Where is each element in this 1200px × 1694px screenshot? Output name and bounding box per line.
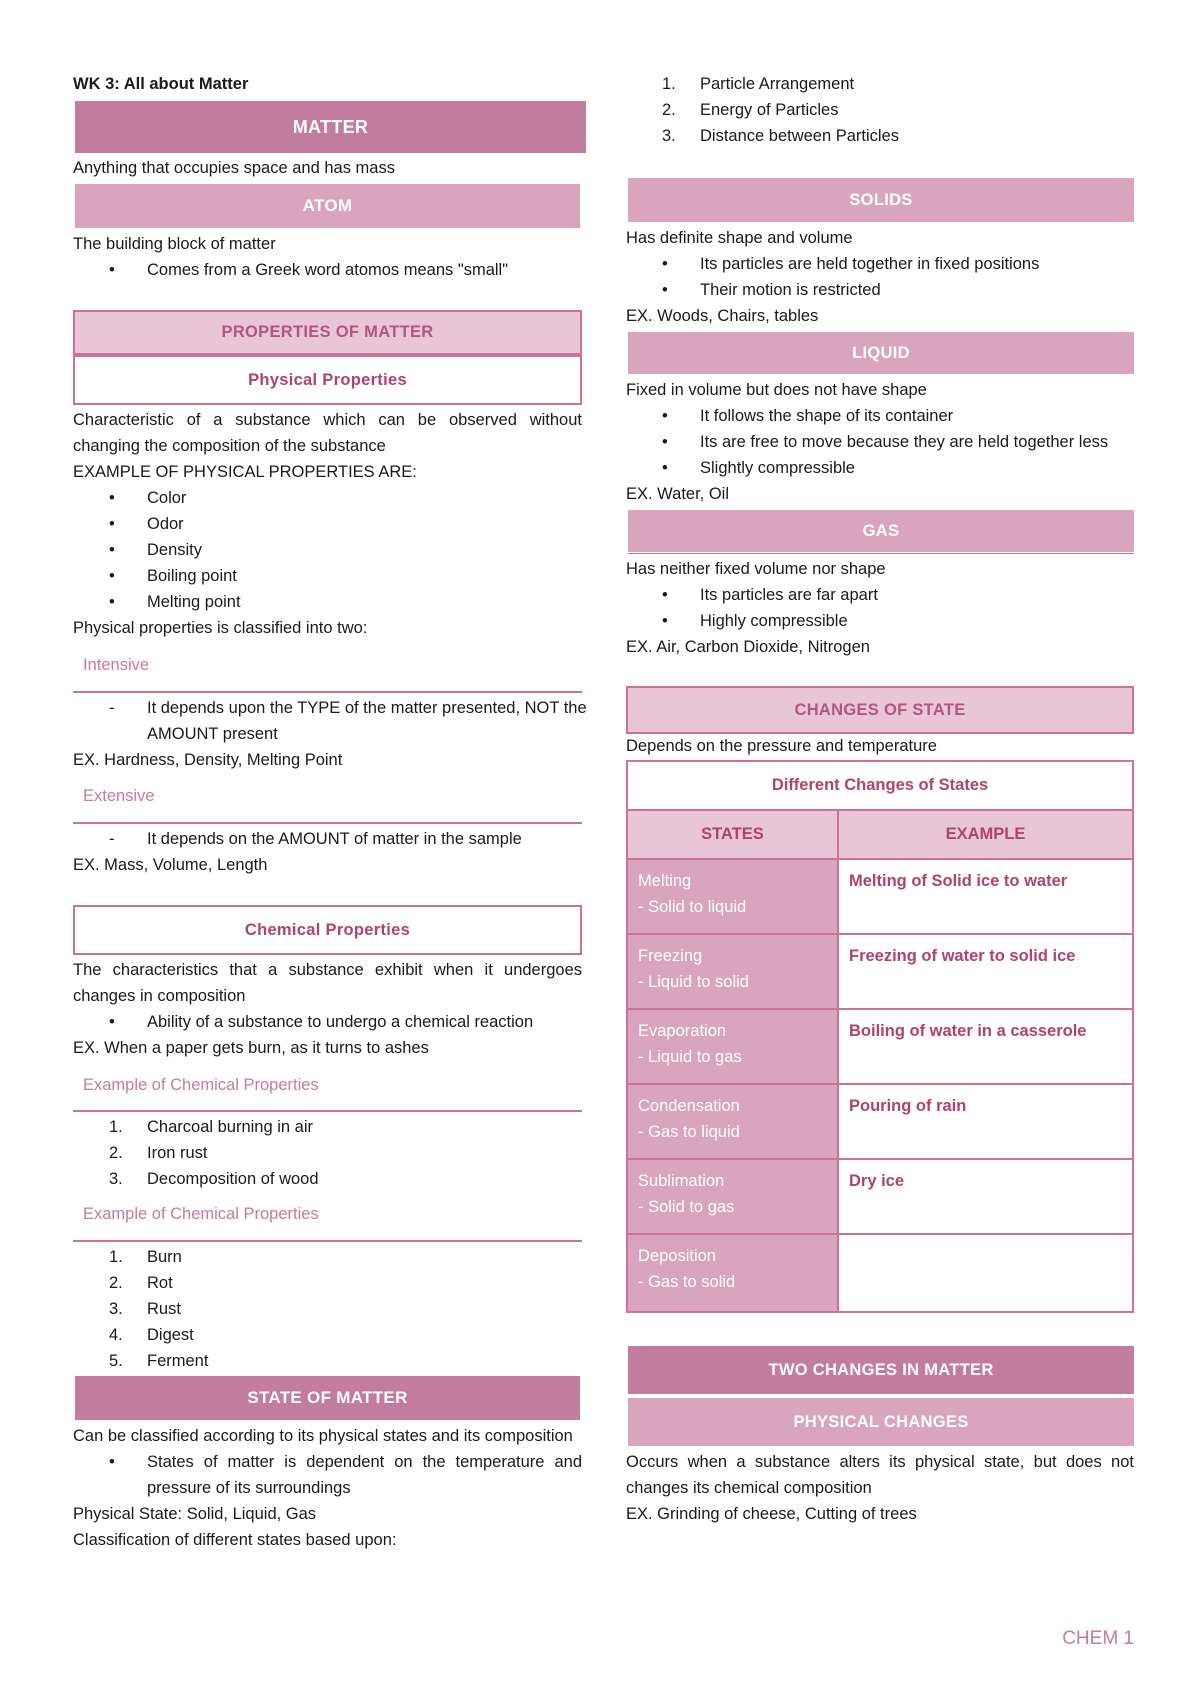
list-item: [662, 608, 1132, 634]
dash-mark: -: [109, 699, 115, 717]
physical-changes-heading: PHYSICAL CHANGES: [628, 1398, 1134, 1446]
page-footer: CHEM 1: [1062, 1628, 1134, 1649]
list-item: [109, 1166, 509, 1192]
list-text: Energy of Particles: [700, 101, 839, 119]
list-item: [662, 582, 1132, 608]
classification-text: Classification of different states based upon:: [73, 1531, 397, 1549]
state-name: Melting: [638, 872, 692, 890]
solids-example: EX. Woods, Chairs, tables: [626, 307, 819, 325]
list-item: [662, 429, 1132, 455]
atom-heading: ATOM: [75, 184, 580, 228]
list-number: 3.: [109, 1300, 123, 1318]
bullet-text: Ability of a substance to undergo a chemical reaction: [147, 1013, 534, 1031]
physical-properties-definition: Characteristic of a substance which can be observed without changing the composition of the substance: [73, 411, 582, 455]
list-number: 3.: [662, 127, 676, 145]
table-row-example: Melting of Solid ice to water: [837, 858, 1134, 935]
list-number: 2.: [662, 101, 676, 119]
table-row-state: [626, 1008, 839, 1085]
extensive-example: EX. Mass, Volume, Length: [73, 856, 268, 874]
list-number: 4.: [109, 1326, 123, 1344]
state-change: - Solid to liquid: [638, 898, 747, 916]
extensive-divider: [73, 822, 582, 824]
list-text: Rot: [147, 1274, 173, 1292]
list-text: Burn: [147, 1248, 182, 1266]
list-text: Decomposition of wood: [147, 1170, 319, 1188]
list-item: [109, 563, 409, 589]
table-row-example: [837, 1233, 1134, 1313]
classified-text: Physical properties is classified into two:: [73, 619, 368, 637]
bullet-text: Slightly compressible: [700, 459, 855, 477]
bullet-text: Odor: [147, 515, 184, 533]
physical-state-text: Physical State: Solid, Liquid, Gas: [73, 1505, 317, 1523]
table-row-state: [626, 858, 839, 935]
dash-mark: -: [109, 830, 115, 848]
intensive-example: EX. Hardness, Density, Melting Point: [73, 751, 343, 769]
list-item: [662, 97, 1062, 123]
bullet-mark: •: [109, 1013, 115, 1031]
list-text: Rust: [147, 1300, 181, 1318]
chemical-example-label-2: Example of Chemical Properties: [83, 1205, 319, 1223]
bullet-mark: •: [109, 1453, 115, 1471]
bullet-mark: •: [662, 255, 668, 273]
bullet-text: Its particles are far apart: [700, 586, 878, 604]
bullet-mark: •: [662, 281, 668, 299]
gas-divider: [628, 553, 1134, 554]
bullet-mark: •: [662, 407, 668, 425]
chemical-example-label-1: Example of Chemical Properties: [83, 1076, 319, 1094]
bullet-text: It depends on the AMOUNT of matter in the sample: [147, 830, 522, 848]
bullet-text: Density: [147, 541, 203, 559]
list-text: Ferment: [147, 1352, 209, 1370]
chemical-example-divider-2: [73, 1240, 582, 1242]
list-number: 2.: [109, 1274, 123, 1292]
state-name: Deposition: [638, 1247, 716, 1265]
state-change: - Gas to liquid: [638, 1123, 740, 1141]
list-item: [109, 511, 409, 537]
list-item: [109, 1322, 409, 1348]
matter-heading: MATTER: [75, 101, 586, 153]
list-number: 2.: [109, 1144, 123, 1162]
solids-definition: Has definite shape and volume: [626, 229, 853, 247]
bullet-text: pressure of its surroundings: [147, 1479, 351, 1497]
table-row-example: Boiling of water in a casserole: [837, 1008, 1134, 1085]
bullet-mark: •: [662, 586, 668, 604]
physical-changes-example: EX. Grinding of cheese, Cutting of trees: [626, 1505, 917, 1523]
two-changes-heading: TWO CHANGES IN MATTER: [628, 1346, 1134, 1394]
atom-bullet: [109, 257, 579, 283]
chemical-example-divider-1: [73, 1110, 582, 1112]
table-row-state: [626, 1083, 839, 1160]
bullet-text: Comes from a Greek word atomos means "small": [147, 261, 509, 279]
table-header-example: EXAMPLE: [837, 809, 1134, 860]
list-item: [109, 1348, 409, 1374]
list-item: [662, 277, 1132, 303]
state-name: Sublimation: [638, 1172, 725, 1190]
solids-heading: SOLIDS: [628, 178, 1134, 222]
bullet-mark: •: [662, 433, 668, 451]
list-text: Digest: [147, 1326, 194, 1344]
bullet-mark: •: [662, 459, 668, 477]
state-change: - Liquid to solid: [638, 973, 749, 991]
intensive-bullet: [109, 695, 587, 747]
gas-heading: GAS: [628, 510, 1134, 552]
list-item: [662, 123, 1062, 149]
state-change: - Solid to gas: [638, 1198, 735, 1216]
state-definition: Can be classified according to its physical states and its composition: [73, 1427, 573, 1445]
state-name: Freezing: [638, 947, 703, 965]
gas-definition: Has neither fixed volume nor shape: [626, 560, 886, 578]
matter-definition: Anything that occupies space and has mass: [73, 159, 395, 177]
list-text: Iron rust: [147, 1144, 208, 1162]
changes-definition: Depends on the pressure and temperature: [626, 737, 937, 755]
list-text: Charcoal burning in air: [147, 1118, 314, 1136]
liquid-example: EX. Water, Oil: [626, 485, 729, 503]
table-row-state: [626, 1158, 839, 1235]
bullet-text: Its are free to move because they are held together less: [700, 433, 1109, 451]
intensive-label: Intensive: [83, 656, 150, 674]
list-text: Particle Arrangement: [700, 75, 855, 93]
physical-example-intro: EXAMPLE OF PHYSICAL PROPERTIES ARE:: [73, 463, 417, 481]
chemical-properties-definition: The characteristics that a substance exhibit when it undergoes changes in composition: [73, 961, 582, 1005]
physical-properties-heading: Physical Properties: [73, 355, 582, 405]
list-number: 5.: [109, 1352, 123, 1370]
state-name: Evaporation: [638, 1022, 727, 1040]
list-item: [109, 1244, 409, 1270]
list-item: [662, 71, 1062, 97]
state-of-matter-heading: STATE OF MATTER: [75, 1376, 580, 1420]
list-item: [109, 537, 409, 563]
state-change: - Liquid to gas: [638, 1048, 742, 1066]
list-number: 3.: [109, 1170, 123, 1188]
bullet-mark: •: [109, 593, 115, 611]
bullet-text: Its particles are held together in fixed positions: [700, 255, 1040, 273]
table-row-state: [626, 1233, 839, 1313]
bullet-mark: •: [109, 489, 115, 507]
bullet-text: Boiling point: [147, 567, 237, 585]
extensive-bullet: [109, 826, 582, 852]
state-name: Condensation: [638, 1097, 740, 1115]
bullet-mark: •: [109, 261, 115, 279]
bullet-text: It follows the shape of its container: [700, 407, 954, 425]
bullet-mark: •: [109, 515, 115, 533]
list-item: [109, 1270, 409, 1296]
chemical-bullet: [109, 1009, 582, 1035]
atom-definition: The building block of matter: [73, 235, 276, 253]
state-bullet: [109, 1449, 582, 1501]
bullet-text: Their motion is restricted: [700, 281, 881, 299]
bullet-text: AMOUNT present: [147, 725, 278, 743]
page-title: WK 3: All about Matter: [73, 75, 249, 93]
list-number: 1.: [662, 75, 676, 93]
list-number: 1.: [109, 1248, 123, 1266]
list-item: [662, 455, 1132, 481]
bullet-mark: •: [109, 541, 115, 559]
state-change: - Gas to solid: [638, 1273, 736, 1291]
properties-of-matter-heading: PROPERTIES OF MATTER: [73, 310, 582, 355]
gas-example: EX. Air, Carbon Dioxide, Nitrogen: [626, 638, 870, 656]
list-text: Distance between Particles: [700, 127, 900, 145]
bullet-text: It depends upon the TYPE of the matter presented, NOT the: [147, 699, 587, 717]
list-item: [662, 403, 1132, 429]
intensive-divider: [73, 691, 582, 693]
liquid-heading: LIQUID: [628, 332, 1134, 374]
extensive-label: Extensive: [83, 787, 155, 805]
bullet-mark: •: [662, 612, 668, 630]
liquid-definition: Fixed in volume but does not have shape: [626, 381, 927, 399]
physical-changes-definition: Occurs when a substance alters its physical state, but does not changes its chemical composition: [626, 1453, 1134, 1497]
bullet-text: Melting point: [147, 593, 241, 611]
table-row-example: Dry ice: [837, 1158, 1134, 1235]
list-number: 1.: [109, 1118, 123, 1136]
table-row-example: Freezing of water to solid ice: [837, 933, 1134, 1010]
bullet-text: Highly compressible: [700, 612, 848, 630]
changes-of-state-table: [626, 760, 1134, 1313]
list-item: [109, 1114, 509, 1140]
list-item: [109, 1296, 409, 1322]
table-header-states: STATES: [626, 809, 839, 860]
bullet-text: States of matter is dependent on the temperature and: [147, 1453, 582, 1471]
list-item: [109, 485, 409, 511]
list-item: [109, 1140, 509, 1166]
table-title: Different Changes of States: [626, 760, 1134, 811]
table-row-example: Pouring of rain: [837, 1083, 1134, 1160]
bullet-mark: •: [109, 567, 115, 585]
table-row-state: [626, 933, 839, 1010]
chemical-properties-heading: Chemical Properties: [73, 905, 582, 955]
bullet-text: Color: [147, 489, 187, 507]
list-item: [662, 251, 1132, 277]
chemical-example: EX. When a paper gets burn, as it turns to ashes: [73, 1039, 429, 1057]
list-item: [109, 589, 409, 615]
changes-of-state-heading: CHANGES OF STATE: [626, 686, 1134, 734]
